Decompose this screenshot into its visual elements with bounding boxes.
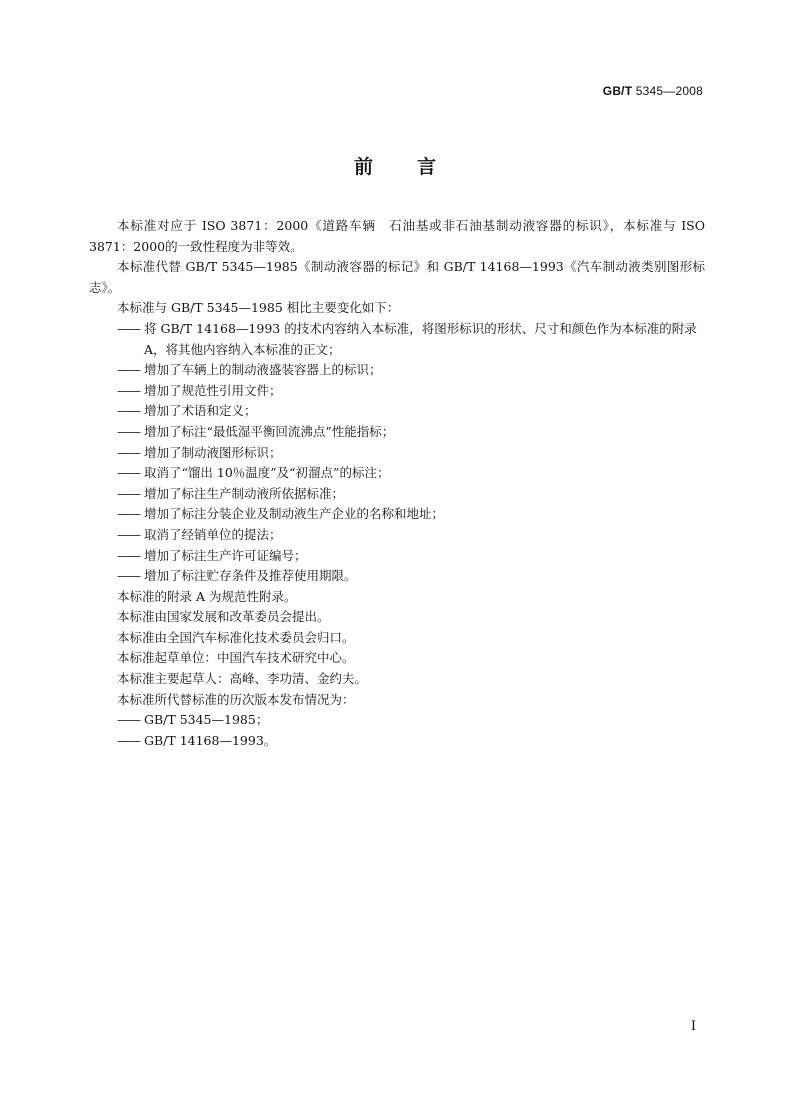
change-item-text: 增加了术语和定义；: [144, 403, 257, 419]
page-number: I: [690, 1019, 696, 1034]
foreword-body: [89, 216, 705, 751]
change-item-text: 增加了标注生产许可证编号；: [144, 547, 307, 563]
dash-mark: ——: [117, 423, 140, 439]
change-item: [89, 504, 705, 525]
change-item: [89, 525, 705, 546]
change-item-text: 增加了标注生产制动液所依据标准；: [144, 485, 345, 501]
dash-mark: ——: [117, 362, 140, 378]
title-char-2: 言: [417, 156, 439, 178]
change-item-text: 增加了标注贮存条件及推荐使用期限。: [144, 568, 357, 584]
change-item-text: 取消了“馏出 10％温度”及“初溜点”的标注；: [144, 465, 390, 481]
paragraph-changes-intro: 本标准与 GB/T 5345—1985 相比主要变化如下：: [117, 300, 400, 316]
change-item-text: 增加了车辆上的制动液盛装容器上的标识；: [144, 362, 382, 378]
paragraph-under-jurisdiction: 本标准由全国汽车标准化技术委员会归口。: [117, 629, 355, 645]
change-item: [89, 401, 705, 422]
paragraph-annex: 本标准的附录 A 为规范性附录。: [117, 588, 297, 604]
paragraph-correspondence: 本标准对应于 ISO 3871：2000《道路车辆 石油基或非石油基制动液容器的标识》，本标准与 ISO 3871：2000的一致性程度为非等效。: [89, 218, 705, 254]
change-item: [89, 422, 705, 443]
change-item-text: 增加了制动液图形标识；: [144, 444, 282, 460]
standard-prefix: GB/T: [602, 84, 633, 98]
change-item: [89, 319, 705, 360]
page-title: [0, 152, 792, 179]
history-item: [89, 710, 705, 731]
change-item: [89, 484, 705, 505]
paragraph-drafters: 本标准主要起草人：高峰、李功清、金约夫。: [117, 671, 368, 687]
history-item-text: GB/T 5345—1985；: [144, 712, 269, 728]
dash-mark: ——: [117, 526, 140, 542]
title-char-1: 前: [353, 156, 375, 178]
paragraph-history-intro: 本标准所代替标准的历次版本发布情况为：: [117, 691, 355, 707]
change-item-text: 取消了经销单位的提法；: [144, 526, 282, 542]
dash-mark: ——: [117, 444, 140, 460]
dash-mark: ——: [117, 403, 140, 419]
dash-mark: ——: [117, 320, 140, 336]
paragraph-drafting-unit: 本标准起草单位：中国汽车技术研究中心。: [117, 650, 355, 666]
standard-code-header: [603, 84, 703, 98]
dash-mark: ——: [117, 568, 140, 584]
standard-number: 5345—2008: [635, 84, 703, 98]
history-item: [89, 731, 705, 752]
change-item: [89, 566, 705, 587]
paragraph-replaces: 本标准代替 GB/T 5345—1985《制动液容器的标记》和 GB/T 14168—1993《汽车制动液类别图形标志》。: [89, 259, 705, 295]
dash-mark: ——: [117, 712, 140, 728]
change-item: [89, 546, 705, 567]
history-item-text: GB/T 14168—1993。: [144, 732, 277, 748]
change-item-text: 增加了规范性引用文件；: [144, 382, 282, 398]
dash-mark: ——: [117, 547, 140, 563]
change-item-text: 将 GB/T 14168—1993 的技术内容纳入本标准，将图形标识的形状、尺寸和颜色作为本标准的附录 A，将其他内容纳入本标准的正文；: [144, 320, 697, 357]
change-item-text: 增加了标注分装企业及制动液生产企业的名称和地址；: [144, 506, 445, 522]
dash-mark: ——: [117, 732, 140, 748]
dash-mark: ——: [117, 506, 140, 522]
paragraph-proposed-by: 本标准由国家发展和改革委员会提出。: [117, 609, 330, 625]
change-item: [89, 360, 705, 381]
change-item: [89, 381, 705, 402]
dash-mark: ——: [117, 465, 140, 481]
change-item: [89, 443, 705, 464]
dash-mark: ——: [117, 485, 140, 501]
dash-mark: ——: [117, 382, 140, 398]
change-item: [89, 463, 705, 484]
change-item-text: 增加了标注“最低湿平衡回流沸点”性能指标；: [144, 423, 395, 439]
